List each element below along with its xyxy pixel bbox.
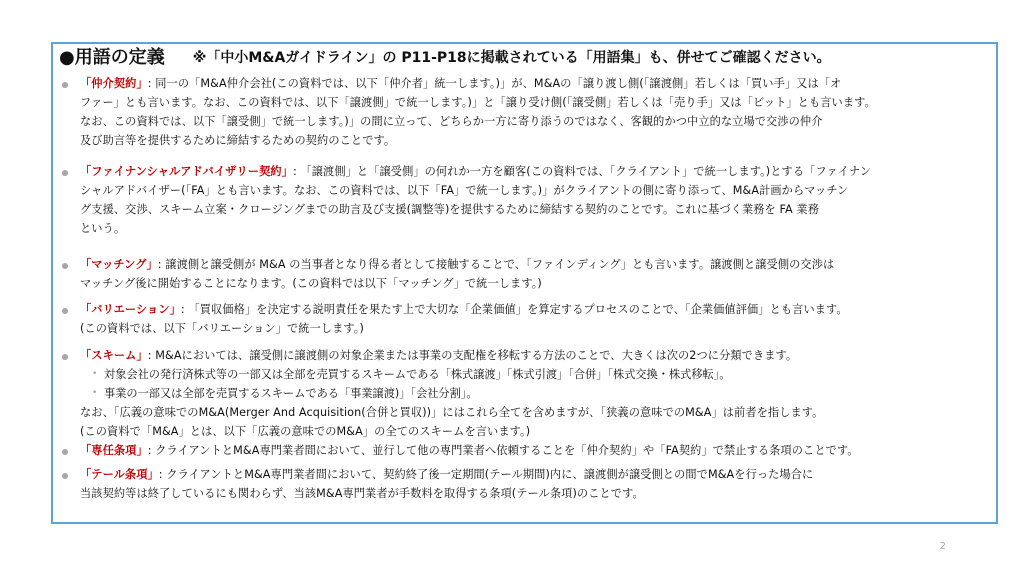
term-definition: : クライアントとM&A専門業者間において、契約終了後一定期間(テール期間)内に、譲渡側が譲受側との間でM&Aを行った場合に <box>158 468 814 481</box>
scheme-subitem <box>92 365 731 384</box>
bullet-icon <box>62 308 68 314</box>
bullet-icon <box>62 82 68 88</box>
term-definition: : クライアントとM&A専門業者間において、並行して他の専門業者へ依頼することを「仲介契約」や「FA契約」で禁止する条項のことです。 <box>147 444 859 457</box>
term-label: 「バリエーション」 <box>80 303 181 316</box>
entry-line <box>80 346 995 365</box>
term-definition: : 譲渡側と譲受側が M&A の当事者となり得る者として接触することで、「ファインディング」とも言います。譲渡側と譲受側の交渉は <box>157 258 835 271</box>
term-label: 「専任条項」 <box>80 444 148 457</box>
bullet-icon <box>62 170 68 176</box>
term-entry-tail <box>80 465 995 503</box>
term-definition: : 「買収価格」を決定する説明責任を果たす上で大切な「企業価値」を算定するプロセスのことで、「企業価値評価」とも言います。 <box>180 303 848 316</box>
entry-line: (この資料で「M&A」とは、以下「広義の意味でのM&A」の全てのスキームを言います。) <box>80 425 531 438</box>
section-heading <box>59 47 831 69</box>
sub-bullet-icon: • <box>92 388 98 398</box>
bullet-icon <box>62 263 68 269</box>
entry-line: という。 <box>80 222 126 235</box>
entry-line <box>80 300 995 319</box>
term-entry-fa <box>80 162 995 238</box>
term-entry-valuation <box>80 300 995 338</box>
bullet-icon <box>62 449 68 455</box>
page-number: 2 <box>939 541 946 552</box>
term-label: 「ファイナンシャルアドバイザリー契約」 <box>80 165 293 178</box>
entry-line <box>80 255 995 274</box>
term-label: 「マッチング」 <box>80 258 158 271</box>
entry-line: マッチング後に開始することになります。(この資料では以下「マッチング」で統一します。) <box>80 277 542 290</box>
scheme-subitem <box>92 384 478 403</box>
term-entry-scheme <box>80 346 995 365</box>
bullet-icon <box>62 473 68 479</box>
entry-line <box>80 441 995 460</box>
entry-line <box>80 74 995 93</box>
guideline-note: ※「中小M&Aガイドライン」の P11-P18に掲載されている「用語集」も、併せてご確認ください。 <box>192 50 831 66</box>
term-definition: : 同一の「M&A仲介会社(この資料では、以下「仲介者」統一します。)」が、M&Aの「譲り渡し側(「譲渡側」若しくは「買い手」又は「オ <box>147 77 842 90</box>
entry-line: なお、「広義の意味でのM&A(Merger And Acquisition(合併と買収))」にはこれら全てを含めますが、「狭義の意味でのM&A」は前者を指します。 <box>80 406 824 419</box>
entry-line <box>80 162 995 181</box>
term-label: 「仲介契約」 <box>80 77 148 90</box>
term-label: 「スキーム」 <box>80 349 148 362</box>
term-entry-exclusive <box>80 441 995 460</box>
sub-item-text: 事業の一部又は全部を売買するスキームである「事業譲渡)」「会社分割」。 <box>104 387 478 400</box>
section-title: ●用語の定義 <box>59 47 165 68</box>
bullet-icon <box>62 354 68 360</box>
sub-item-text: 対象会社の発行済株式等の一部又は全部を売買するスキームである「株式譲渡」「株式引渡」「合併」「株式交換・株式移転」。 <box>104 368 731 381</box>
entry-line: ファー」とも言います。なお、この資料では、以下「譲渡側」で統一します。)」と「譲り受け側(「譲受側」若しくは「売り手」又は「ビット」とも言います。 <box>80 96 876 109</box>
term-definition: : M&Aにおいては、譲受側に譲渡側の対象企業または事業の支配権を移転する方法のことで、大きくは次の2つに分類できます。 <box>147 349 798 362</box>
entry-line: グ支援、交渉、スキーム立案・クロージングまでの助言及び支援(調整等)を提供するために締結する契約のことです。これに基づく業務を FA 業務 <box>80 203 819 216</box>
sub-bullet-icon: • <box>92 369 98 379</box>
entry-line <box>80 465 995 484</box>
term-entry-chukai <box>80 74 995 150</box>
scheme-note <box>80 403 995 441</box>
entry-line: なお、この資料では、以下「譲受側」で統一します。)」の間に立って、どちらか一方に寄り添うのではなく、客観的かつ中立的な立場で交渉の仲介 <box>80 115 823 128</box>
entry-line: 当該契約等は終了しているにも関わらず、当該M&A専門業者が手数料を取得する条項(テール条項)のことです。 <box>80 487 644 500</box>
term-definition: : 「譲渡側」と「譲受側」の何れか一方を顧客(この資料では、「クライアント」で統一します。)とする「ファイナン <box>292 165 872 178</box>
entry-line: 及び助言等を提供するために締結するための契約のことです。 <box>80 134 396 147</box>
term-entry-matching <box>80 255 995 293</box>
term-label: 「テール条項」 <box>80 468 159 481</box>
entry-line: (この資料では、以下「バリエーション」で統一します。) <box>80 322 364 335</box>
entry-line: シャルアドバイザー(「FA」とも言います。なお、この資料では、以下「FA」で統一します。)」がクライアントの側に寄り添って、M&A計画からマッチン <box>80 184 849 197</box>
